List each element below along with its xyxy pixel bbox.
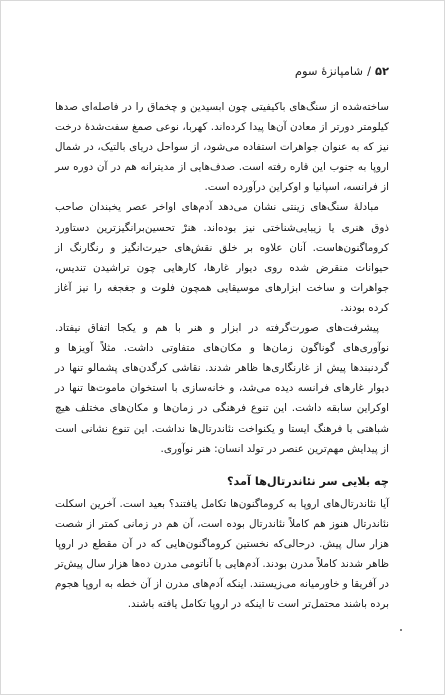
section-paragraph: آیا نئاندرتال‌های اروپا به کروماگنون‌ها تکامل یافتند؟ بعید است. آخرین اسکلت نئاندرتال هنوز هم کاملاً نئاندرتال بوده است، آن هم در زمانی کمتر از شصت هزار سال پیش. درحالی‌که نخستین کروماگنون‌هایی که در آن مقطع در اروپا ظاهر شدند کاملاً مدرن بودند. آدم‌هایی با آناتومی مدرن ده‌ها هزار سال پیش‌تر در آفریقا و خاورمیانه می‌زیستند. اینکه آدم‌های مدرن از آن خطه به اروپا هجوم برده باشند محتمل‌تر است تا اینکه در اروپا تکامل یافته باشند.	[55, 497, 389, 611]
page-body	[55, 97, 389, 614]
paragraph-3: پیشرفت‌های صورت‌گرفته در ابزار و هنر با هم و یکجا اتفاق نیفتاد. نوآوری‌های گوناگون زمان‌ها و مکان‌های متفاوتی داشت. مثلاً آویزها و گردنبندها پیش از غارنگاری‌ها ظاهر شدند. نقاشی کرگدن‌های پشمالو تنها در دیوار غارهای فرانسه دیده می‌شد، و خانه‌سازی با استخوان ماموت‌ها تنها در اوکراین سابقه داشت. این تنوع فرهنگی در زمان‌ها و مکان‌های مختلف هیچ شباهتی با فرهنگ ایستا و یکنواخت نئاندرتال‌ها نداشت. این تنوع نشانی است از پیدایش مهم‌ترین عنصر در تولد انسان: هنر نوآوری.	[55, 322, 389, 455]
ink-speck	[400, 629, 402, 631]
paragraph-2: مبادلهٔ سنگ‌های زینتی نشان می‌دهد آدم‌های اواخر عصر یخبندان صاحب ذوق هنری یا زیبایی‌شناختی نیز بوده‌اند. هنرْ تحسین‌برانگیزترین دستاورد کروماگنون‌هاست. آنان علاوه بر خلق نقش‌های حیرت‌انگیز و رنگارنگ از حیوانات منقرض شده روی دیوار غارها، کارهایی چون تراشیدن تندیس، جواهرات و ساخت ابزارهای موسیقایی همچون فلوت و جغجغه را نیز آغاز کرده بودند.	[55, 201, 389, 314]
section-heading: چه بلایی سر نئاندرتال‌ها آمد؟	[226, 474, 389, 488]
page-number: ۵۲	[374, 64, 389, 78]
header-separator: /	[367, 64, 371, 78]
chapter-title: شامپانزهٔ سوم	[294, 64, 364, 78]
paragraph-1: ساخته‌شده از سنگ‌های باکیفیتی چون ابسیدین و چخماق را در فاصله‌ای صدها کیلومتر دورتر از معادن آن‌ها پیدا کرده‌اند. کهربا، نوعی صمغ سفت‌شدهٔ درخت نیز که به عنوان جواهرات استفاده می‌شود، از سواحل دریای بالتیک، در شمال اروپا به جنوب این قاره رفته است. صدف‌هایی از مدیترانه هم در آن دوره سر از فرانسه، اسپانیا و اوکراین درآورده است.	[55, 101, 389, 194]
running-header	[295, 64, 389, 78]
